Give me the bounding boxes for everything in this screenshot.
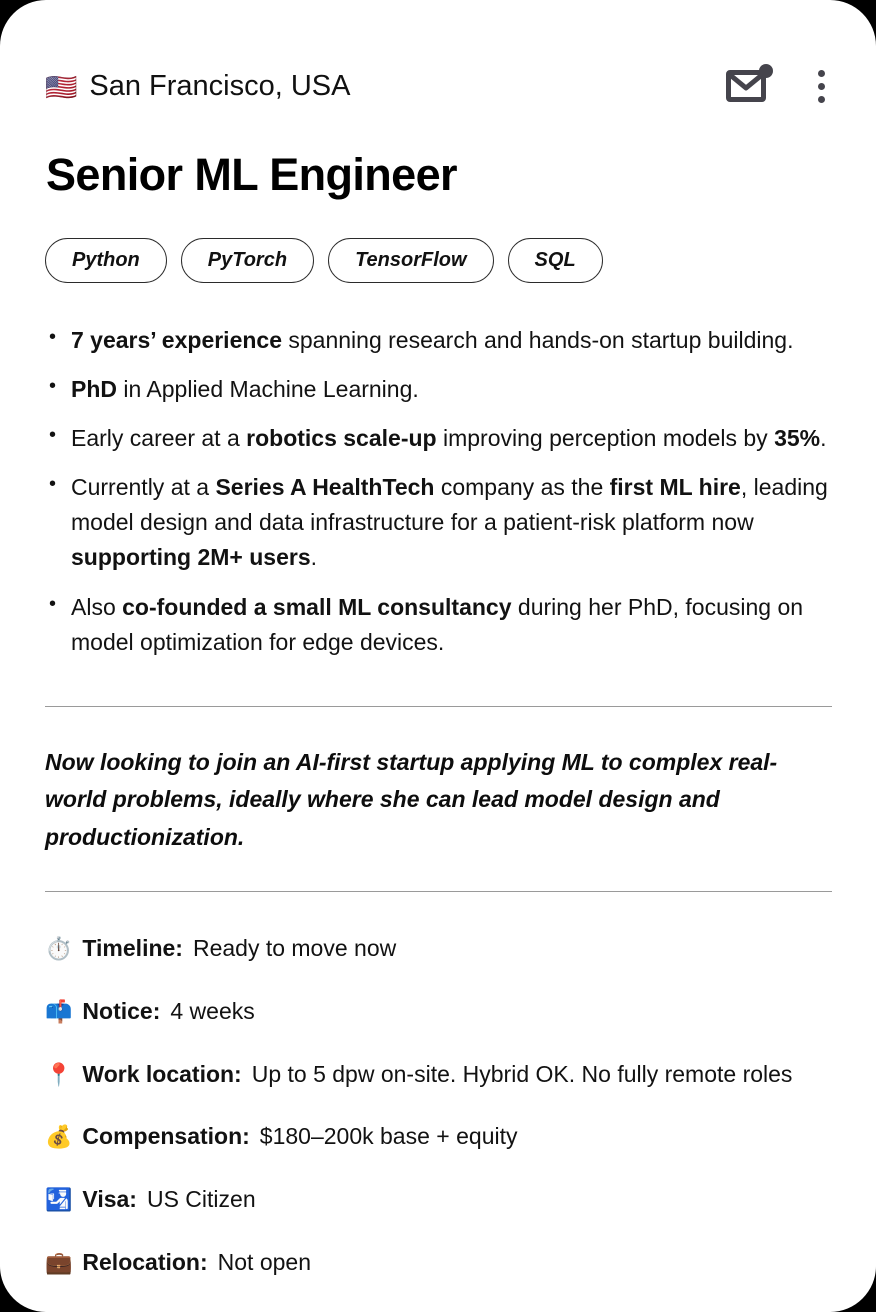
list-item: • PhD in Applied Machine Learning. — [45, 372, 831, 407]
meta-row-work-location — [45, 1060, 831, 1090]
envelope-icon[interactable] — [726, 68, 770, 104]
highlights-list — [45, 323, 831, 661]
list-item: • Early career at a robotics scale-up improving perception models by 35%. — [45, 421, 831, 456]
page-title: Senior ML Engineer — [46, 149, 457, 200]
location — [45, 69, 351, 102]
more-options-button[interactable] — [818, 70, 825, 103]
skill-tag[interactable]: TensorFlow — [328, 238, 493, 283]
meta-value: Not open — [217, 1249, 311, 1276]
mailbox-icon: 📫 — [45, 998, 73, 1024]
skill-tag[interactable]: Python — [45, 238, 167, 283]
meta-label: Notice: — [82, 997, 161, 1024]
meta-row-notice — [45, 997, 831, 1027]
money-bag-icon: 💰 — [45, 1124, 73, 1150]
divider — [45, 706, 832, 707]
list-item: • Also co-founded a small ML consultancy during her PhD, focusing on model optimization for edge devices. — [45, 590, 831, 660]
meta-list — [45, 934, 831, 1278]
skill-tag[interactable]: SQL — [508, 238, 603, 283]
meta-label: Compensation: — [82, 1123, 250, 1150]
divider — [45, 891, 832, 892]
meta-label: Timeline: — [82, 934, 183, 961]
meta-row-relocation — [45, 1248, 831, 1278]
meta-label: Visa: — [82, 1186, 137, 1213]
meta-value: US Citizen — [146, 1186, 256, 1213]
meta-value: Ready to move now — [192, 934, 397, 961]
meta-value: $180–200k base + equity — [259, 1123, 518, 1150]
flag-icon: 🇺🇸 — [45, 72, 78, 102]
message-button[interactable] — [726, 68, 770, 104]
stopwatch-icon: ⏱️ — [45, 935, 73, 961]
list-item: • 7 years’ experience spanning research and hands-on startup building. — [45, 323, 831, 358]
meta-value: 4 weeks — [170, 997, 255, 1024]
location-label: San Francisco, USA — [89, 69, 351, 102]
skill-tag-list — [45, 238, 831, 283]
meta-value: Up to 5 dpw on-site. Hybrid OK. No fully remote roles — [251, 1060, 793, 1087]
briefcase-icon: 💼 — [45, 1250, 73, 1276]
kebab-menu-icon[interactable] — [818, 70, 825, 103]
meta-label: Work location: — [82, 1060, 242, 1087]
meta-row-compensation — [45, 1122, 831, 1152]
card-header — [45, 0, 831, 114]
meta-row-visa — [45, 1185, 831, 1215]
meta-label: Relocation: — [82, 1249, 208, 1276]
list-item: • Currently at a Series A HealthTech company as the first ML hire, leading model design and data infrastructure for a patient-risk platform now supporting 2M+ users. — [45, 470, 831, 576]
skill-tag[interactable]: PyTorch — [181, 238, 314, 283]
passport-control-icon: 🛂 — [45, 1187, 73, 1213]
meta-row-timeline — [45, 934, 831, 964]
summary-text: Now looking to join an AI-first startup applying ML to complex real-world problems, ideally where she can lead model design and productionization. — [45, 749, 778, 850]
pin-icon: 📍 — [45, 1061, 73, 1087]
notification-dot — [759, 64, 773, 78]
header-actions — [726, 68, 831, 104]
